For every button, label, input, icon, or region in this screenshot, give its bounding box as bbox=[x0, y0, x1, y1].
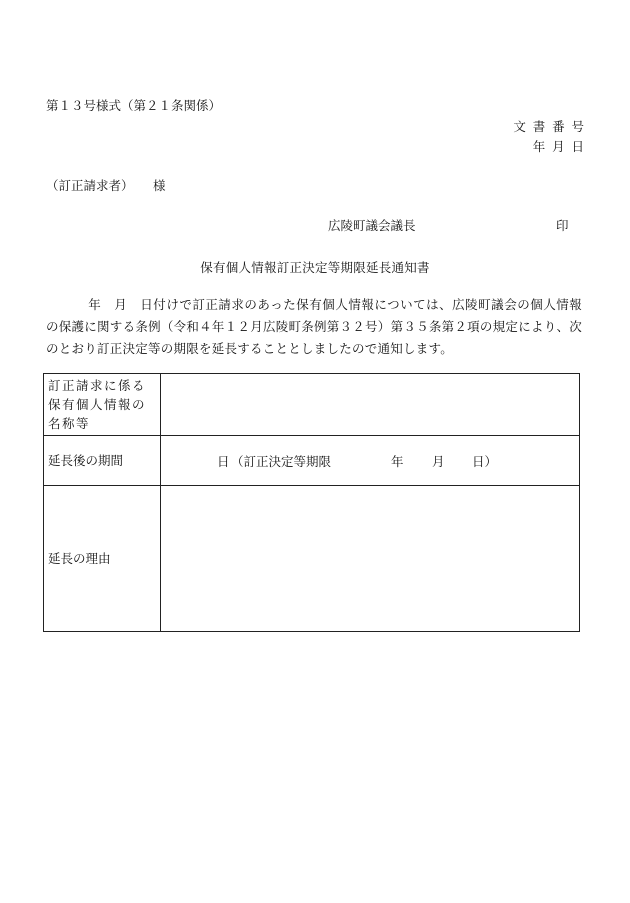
label-info-name-text: 訂正請求に係る保有個人情報の名称等 bbox=[48, 378, 147, 431]
sender-name: 広陵町議会議長 bbox=[328, 218, 416, 233]
period-day: 日 bbox=[217, 453, 230, 469]
value-extended-period bbox=[161, 436, 580, 486]
form-number: 第１３号様式（第２１条関係） bbox=[46, 98, 222, 113]
table-row bbox=[44, 436, 580, 486]
document-number-label: 文書番号 bbox=[513, 119, 591, 134]
table-row bbox=[44, 374, 580, 436]
document-title: 保有個人情報訂正決定等期限延長通知書 bbox=[200, 260, 430, 275]
label-extension-reason: 延長の理由 bbox=[44, 486, 161, 632]
body-paragraph: 年 月 日付けで訂正請求のあった保有個人情報については、広陵町議会の個人情報の保護に関する条例（令和４年１２月広陵町条例第３２号）第３５条第２項の規定により、次のとおり訂正決定等の期限を延長することとしましたので通知します。 bbox=[46, 297, 582, 356]
period-end: 日） bbox=[472, 453, 498, 469]
value-extension-reason bbox=[161, 486, 580, 632]
period-deadline-label: （訂正決定等期限 bbox=[231, 453, 332, 469]
label-extended-period: 延長後の期間 bbox=[44, 436, 161, 486]
label-info-name bbox=[44, 374, 161, 436]
table-row bbox=[44, 486, 580, 632]
period-month: 月 bbox=[432, 453, 445, 469]
body-paragraph-block bbox=[46, 294, 582, 360]
period-year: 年 bbox=[391, 453, 404, 469]
addressee-role: （訂正請求者） bbox=[46, 178, 134, 193]
document-date-label: 年月日 bbox=[532, 139, 591, 154]
seal-mark: 印 bbox=[556, 218, 569, 233]
value-info-name bbox=[161, 374, 580, 436]
info-table bbox=[43, 373, 580, 632]
addressee-honorific: 様 bbox=[153, 178, 166, 193]
